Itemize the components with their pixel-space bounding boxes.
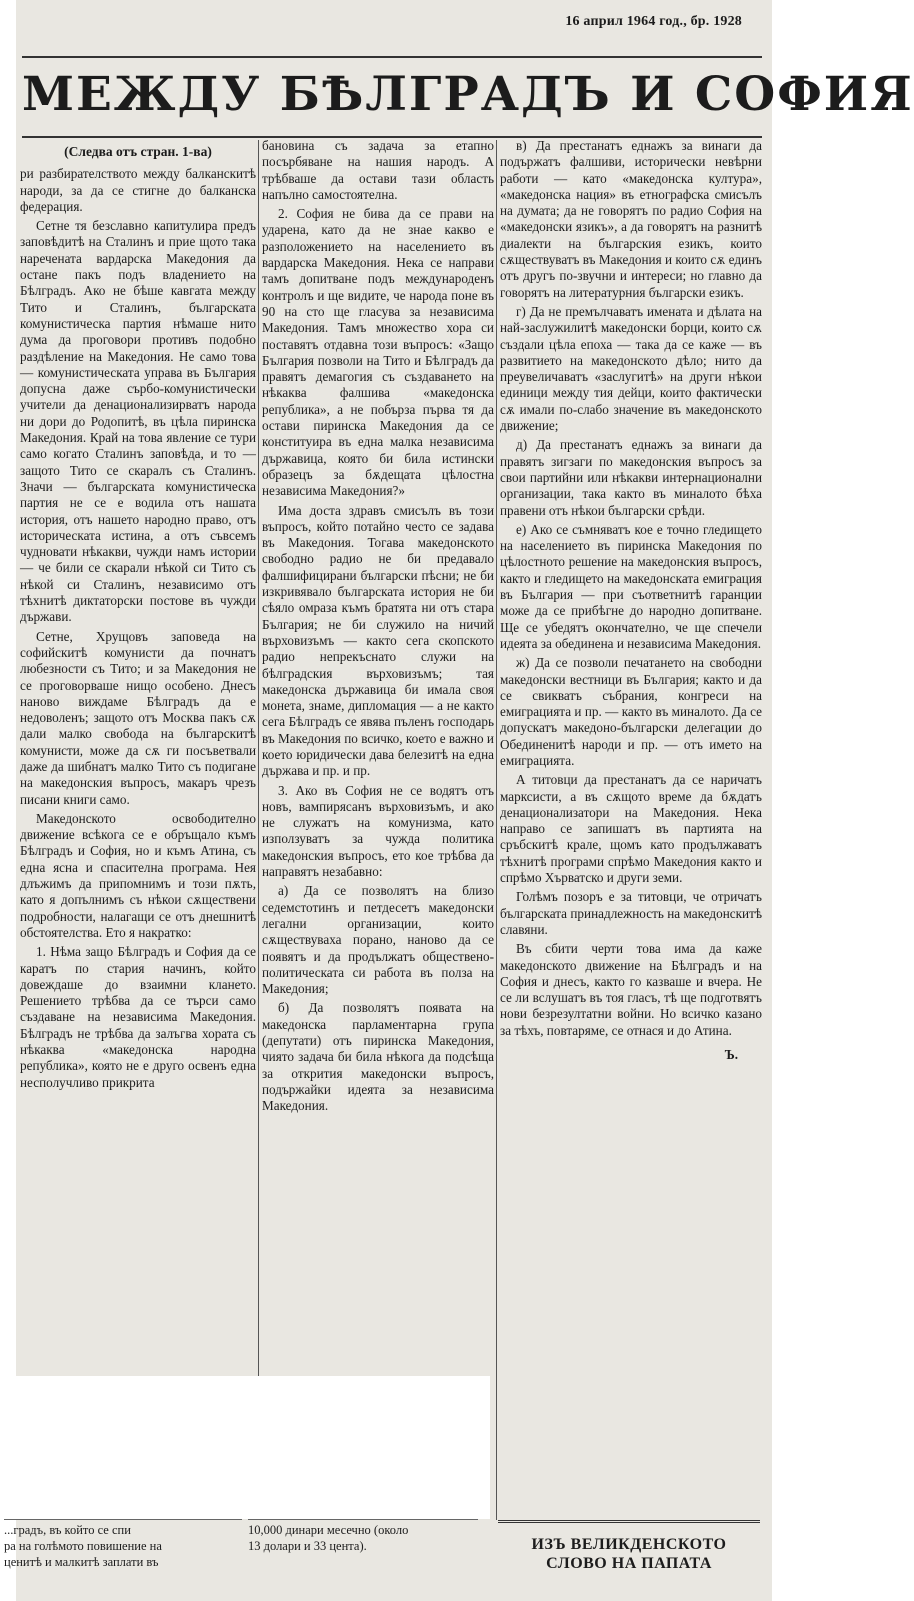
paragraph: д) Да престанатъ еднажъ за винаги да правятъ зигзаги по македонския въпросъ за свои партийни или нѣкакви интернационални организации, така както въ миналото бѣха правени отъ нѣкои български срѣди. (500, 437, 762, 518)
issue-date: 16 април 1964 год., бр. 1928 (565, 14, 742, 29)
column-2 (262, 138, 494, 1118)
paragraph: Сетне, Хрущовъ заповеда на софийскитѣ комунисти да почнатъ любезности съ Тито; и за Македония не се проговорваше нищо особено. Днесъ наново виждаме Бѣлградъ да е недоволенъ; защото отъ Москва пакъ сѫ дали малко свобода на българскитѣ комунисти, може да сѫ ги посъветвали даже да шибнатъ малко Тито съ подигане на македонския въпросъ, макаръ чрезъ писани книги само. (20, 628, 256, 807)
paragraph: Македонското освободително движение всѣкога се е обръщало къмъ Бѣлградъ и София, но и къмъ Атина, съ една ясна и спасителна програма. Нея длъжимъ да припомнимъ и този пѫть, като я допълнимъ съ нѣкои сѫществени подробности, налагащи се отъ днешнитѣ обстоятелства. Ето я накратко: (20, 810, 256, 940)
fragment-line: 10,000 динари месечно (около (248, 1523, 409, 1537)
scan-gap (0, 1376, 490, 1519)
paragraph: 3. Ако въ София не се водятъ отъ новъ, вампирясанъ върховизъмъ, и ако не служатъ на комунизма, като използуватъ за чужда политика македонския въпросъ, ето кое трѣбва да направятъ незабавно: (262, 782, 494, 880)
fragment-left (4, 1522, 242, 1570)
fragment-line: ...градъ, въ който се спи (4, 1523, 131, 1537)
paragraph: ри разбирателството между балканскитѣ народи, за да се стигне до балканска федерация. (20, 166, 256, 214)
fragment-right (498, 1520, 760, 1573)
column-1 (20, 138, 256, 1094)
fragment-rule (248, 1519, 478, 1520)
paragraph: ж) Да се позволи печатането на свободни македонски вестници въ България; както и да се свикватъ събрания, конгреси на емиграцията и пр. — както въ миналото. Да се допускатъ македоно-български делегации до Обединенитѣ народи и пр. — отъ името на емиграцията. (500, 655, 762, 768)
paragraph: 1. Нѣма защо Бѣлградъ и София да се каратъ по стария начинъ, който довеждаше до взаимни клането. Решението трѣбва да се търси само създаване на независима Македония. Бѣлградъ не трѣбва да залъгва хората съ нѣкаква «македонска народна република», която не е друго освенъ една несполучливо прикрита (20, 944, 256, 1090)
fragment-rule (498, 1520, 760, 1523)
column-divider (258, 140, 259, 1376)
paragraph: е) Ако се съмняватъ кое е точно гледището на населението въ пиринска Македония по цѣлостното решение на македонския въпросъ, както и гледището на македонската емиграция въ България — при съответнитѣ гаранции може да се прибѣгне до народно допитване. Ще се убедятъ окончателно, че ще спечели идеята за обединена и независима Македония. (500, 521, 762, 651)
continued-note: (Следва отъ стран. 1-ва) (64, 144, 212, 159)
paragraph: А титовци да престанатъ да се наричатъ марксисти, а въ сѫщото време да бѫдатъ денационализатори на Македония. Нека направо се запишатъ въ партията на сръбскитѣ крале, щомъ като продължаватъ тѣхнитѣ програми спрѣмо Македония както и спрѣмо Хърватско и други земи. (500, 772, 762, 886)
paragraph: 2. София не бива да се прави на ударена, като да не знае какво е разположението на населението въ вардарска Македония. Нека се направи тамъ допитване подъ международенъ контролъ и ще видите, че народа поне въ 90 на сто ще гласува за независима Македония. Тамъ множество хора си поставятъ отдавна този въпросъ: «Защо България позволи на Тито и Бѣлградъ да правятъ демагогия съ създаването на нѣкаква фалшива «македонска република», а не побърза първа тя да остави пиринска Македония да се конституира въ една малка независима държавица, която би била истински образецъ за бѫдещата цѣлостна независима Македония?» (262, 206, 494, 499)
paragraph: Въ сбити черти това има да каже македонското движение на Бѣлградъ и на София и днесъ, както го казваше и вчера. Не се ли вслушатъ въ тоя гласъ, тѣ ще подготвятъ нови безрезултатни войни. Но всичко казано за тѣхъ, повтаряме, се отнася и до Атина. (500, 941, 762, 1038)
top-rule (22, 56, 762, 58)
fragment-line: ра на голѣмото повишение на (4, 1539, 162, 1553)
column-3 (500, 138, 762, 1063)
fragment-line: ценитѣ и малкитѣ заплати въ (4, 1555, 159, 1569)
paragraph: г) Да не премълчаватъ имената и дѣлата на най-заслужилитѣ македонски борци, които сѫ създали цѣла епоха — така да се каже — въ развитието на македонското дѣло; нито да преувеличаватъ «заслугитѣ» на други нѣкои единици между тия дейци, които фактически сѫ имали по-слабо значение въ македонското движение; (500, 303, 762, 434)
paragraph: б) Да позволятъ появата на македонска парламентарна група (депутати) отъ пиринска Македония, чиято задача би била нѣкога да подсѣща за открития македонски въпросъ, подържайки идеята за независима Македония. (262, 1000, 494, 1114)
next-article-title: ИЗЪ ВЕЛИКДЕНСКОТО (531, 1536, 727, 1553)
author-signature: Ъ. (724, 1047, 738, 1063)
paragraph: в) Да престанатъ еднажъ за винаги да подържатъ фалшиви, исторически невѣрни работи — като «македонска култура», «македонска нация» въ етнографска смисълъ на думата; да не говорятъ по радио София на «македонски язикъ», а да говорятъ на разнитѣ диалекти на българския езикъ, които сѫществуватъ въ Македония и които сѫ единъ отъ другъ по-звучни и интереси; но главно да говорятъ на литературния български езикъ. (500, 138, 762, 300)
paragraph: бановина съ задача за етапно посърбяване на нашия народъ. А трѣбваше да остави тази область напълно самостоятелна. (262, 138, 494, 202)
paragraph: Голѣмъ позоръ е за титовци, че отричатъ българската принадлежность на македонскитѣ славяни. (500, 889, 762, 937)
fragment-middle (248, 1522, 478, 1554)
headline: МЕЖДУ БѢЛГРАДЪ И СОФИЯ (22, 67, 914, 122)
fragment-line: 13 долари и 33 цента). (248, 1539, 367, 1553)
column-divider (496, 140, 497, 1520)
paragraph: Има доста здравъ смисълъ въ този въпросъ, който потайно често се задава въ Македония. Тогава македонското свободно радио не би предавало фалшифицирани български пѣсни; не би изкривявало българската история не би сѣяло омраза къмъ братята ни отъ стара България; не би служило на ничий върховизъмъ — както сега скопското радио непрекъснато служи на бѣлградския върховизъмъ; тая македонска държавица би имала своя монета, знаме, дипломация — а не както сега Бѣлградъ се явява пъленъ господарь въ Македония по всичко, което е важно и което юридически дава белезитѣ на една държава и пр. и пр. (262, 502, 494, 779)
next-article-title: СЛОВО НА ПАПАТА (546, 1555, 712, 1572)
fragment-rule (4, 1519, 242, 1520)
paragraph: Сетне тя безславно капитулира предъ заповѣдитѣ на Сталинъ и прие щото така наречената вардарска Македония да остане пакъ подъ владението на Бѣлградъ. Ако не бѣше кавгата между Тито и Сталинъ, българската комунистическа партия нѣмаше нито дума да проговори противъ подобно раздѣление на Македония. Не само това — комунистическата управа въ България допусна даже сърбо-комунистически учители да денационализирватъ народа ни дори до Родопитѣ, въ цѣла пиринска Македония. Край на това явление се тури само когато Сталинъ заповѣда, и то — защото Тито се скаралъ съ Сталинъ. Значи — българската комунистическа партия не се е водила отъ нашата история, отъ нашето народно право, отъ историческата истина, а отъ съвсемъ чудновати нѣкакви, чужди намъ истории — че били се скарали нѣкой си Тито съ нѣкой си Сталинъ, независимо отъ тѣхнитѣ диктаторски постове въ чужди държави. (20, 218, 256, 625)
paragraph: а) Да се позволятъ на близо седемстотинъ и петдесетъ македонски легални организации, които сѫществуваха порано, наново да се появятъ и да продължатъ обществено-политическата си работа въ полза на Македония; (262, 883, 494, 997)
